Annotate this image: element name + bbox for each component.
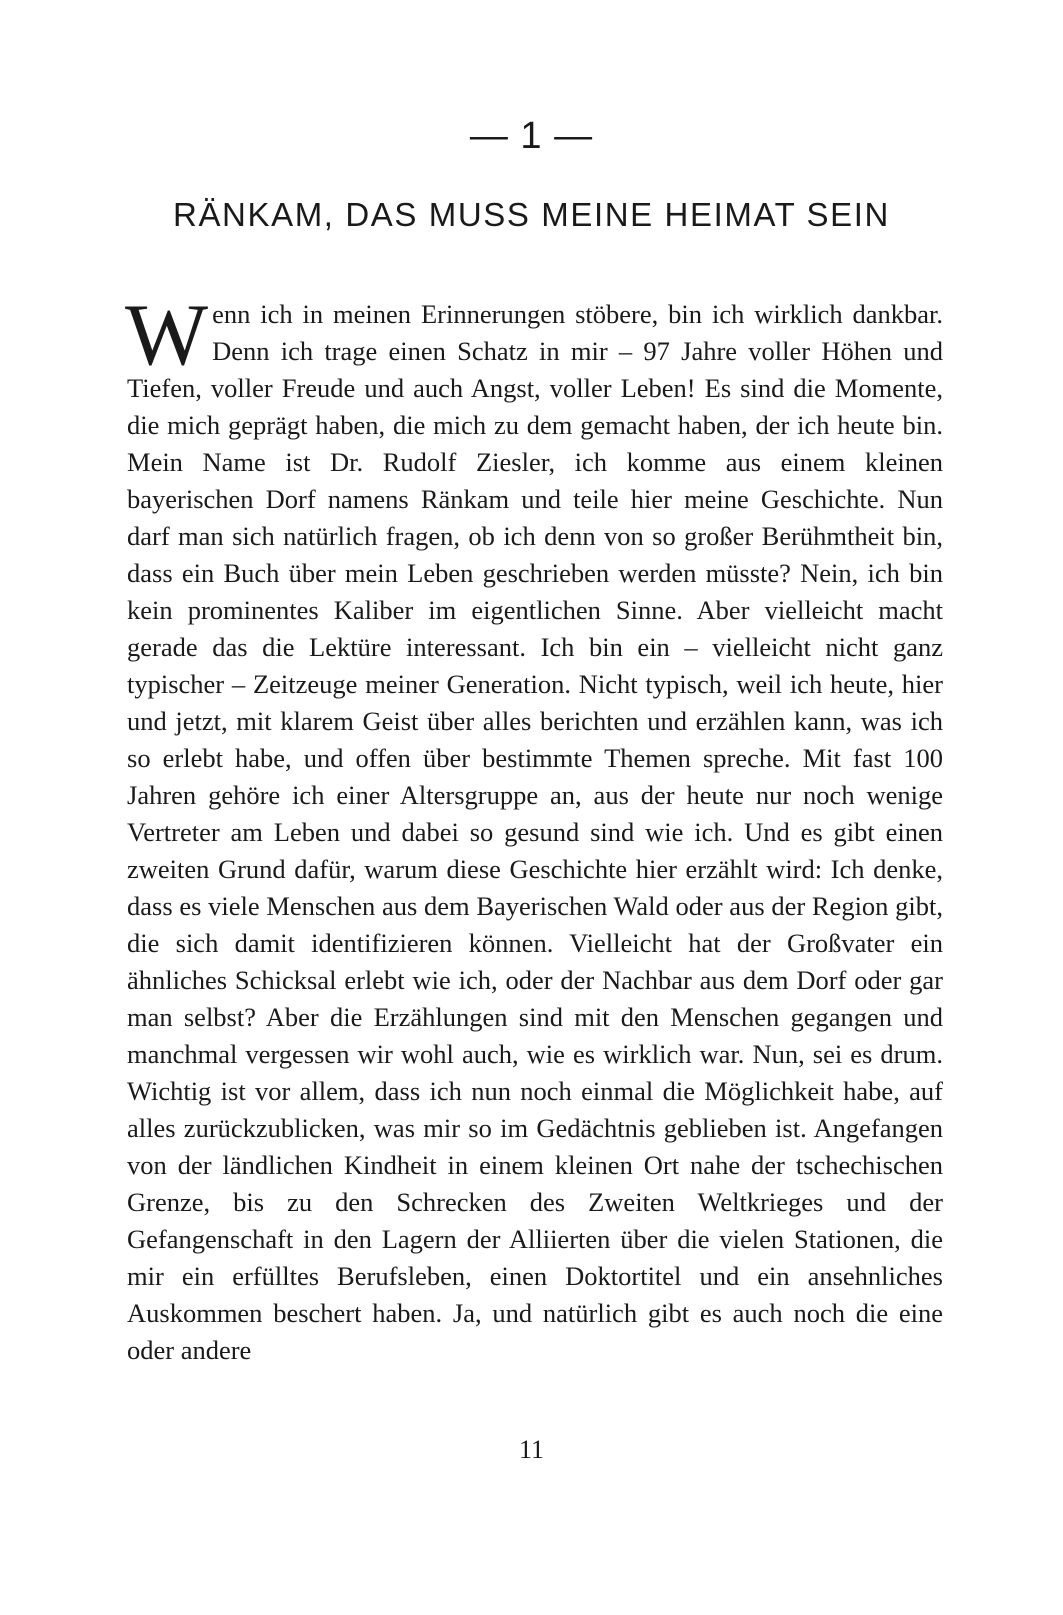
chapter-title: RÄNKAM, DAS MUSS MEINE HEIMAT SEIN (173, 196, 890, 233)
body-paragraph (125, 287, 943, 1446)
body-text: enn ich in meinen Erinnerungen stöbere, bin ich wirklich dankbar. Denn ich trage einen Schatz in mir – 97 Jahre voller Höhen und Tiefen, voller Freude und auch Angst, voller Leben! Es sind die Momente, die mich geprägt haben, die mich zu dem gemacht haben, der ich heute bin. Mein Name ist Dr. Rudolf Ziesler, ich komme aus einem kleinen bayerischen Dorf namens Ränkam und teile hier meine Geschichte. Nun darf man sich natürlich fragen, ob ich denn von so großer Berühmtheit bin, dass ein Buch über mein Leben geschrieben werden müsste? Nein, ich bin kein prominentes Kaliber im eigentlichen Sinne. Aber vielleicht macht gerade das die Lektüre interessant. Ich bin ein – vielleicht nicht ganz typischer – Zeitzeuge meiner Generation. Nicht typisch, weil ich heute, hier und jetzt, mit klarem Geist über alles berichten und erzählen kann, was ich so erlebt habe, und offen über bestimmte Themen spreche. Mit fast 100 Jahren gehöre ich einer Altersgruppe an, aus der heute nur noch wenige Vertreter am Leben und dabei so gesund sind wie ich. Und es gibt einen zweiten Grund dafür, warum diese Geschichte hier erzählt wird: Ich denke, dass es viele Menschen aus dem Bayerischen Wald oder aus der Region gibt, die sich damit identifizieren können. Vielleicht hat der Großvater ein ähnliches Schicksal erlebt wie ich, oder der Nachbar aus dem Dorf oder gar man selbst? Aber die Erzählungen sind mit den Menschen gegangen und manchmal vergessen wir wohl auch, wie es wirklich war. Nun, sei es drum. Wichtig ist vor allem, dass ich nun noch einmal die Möglichkeit habe, auf alles zurückzublicken, was mir so im Gedächtnis geblieben ist. Angefangen von der ländlichen Kindheit in einem kleinen Ort nahe der tschechischen Grenze, bis zu den Schrecken des Zweiten Weltkrieges und der Gefangenschaft in den Lagern der Alliierten über die vielen Stationen, die mir ein erfülltes Berufsleben, einen Doktortitel und ein ansehnliches Auskommen beschert haben. Ja, und natürlich gibt es auch noch die eine oder andere (127, 299, 943, 1365)
drop-cap-letter: W (125, 287, 209, 384)
chapter-number: — 1 — (469, 115, 594, 157)
page-number: 11 (518, 1435, 545, 1464)
